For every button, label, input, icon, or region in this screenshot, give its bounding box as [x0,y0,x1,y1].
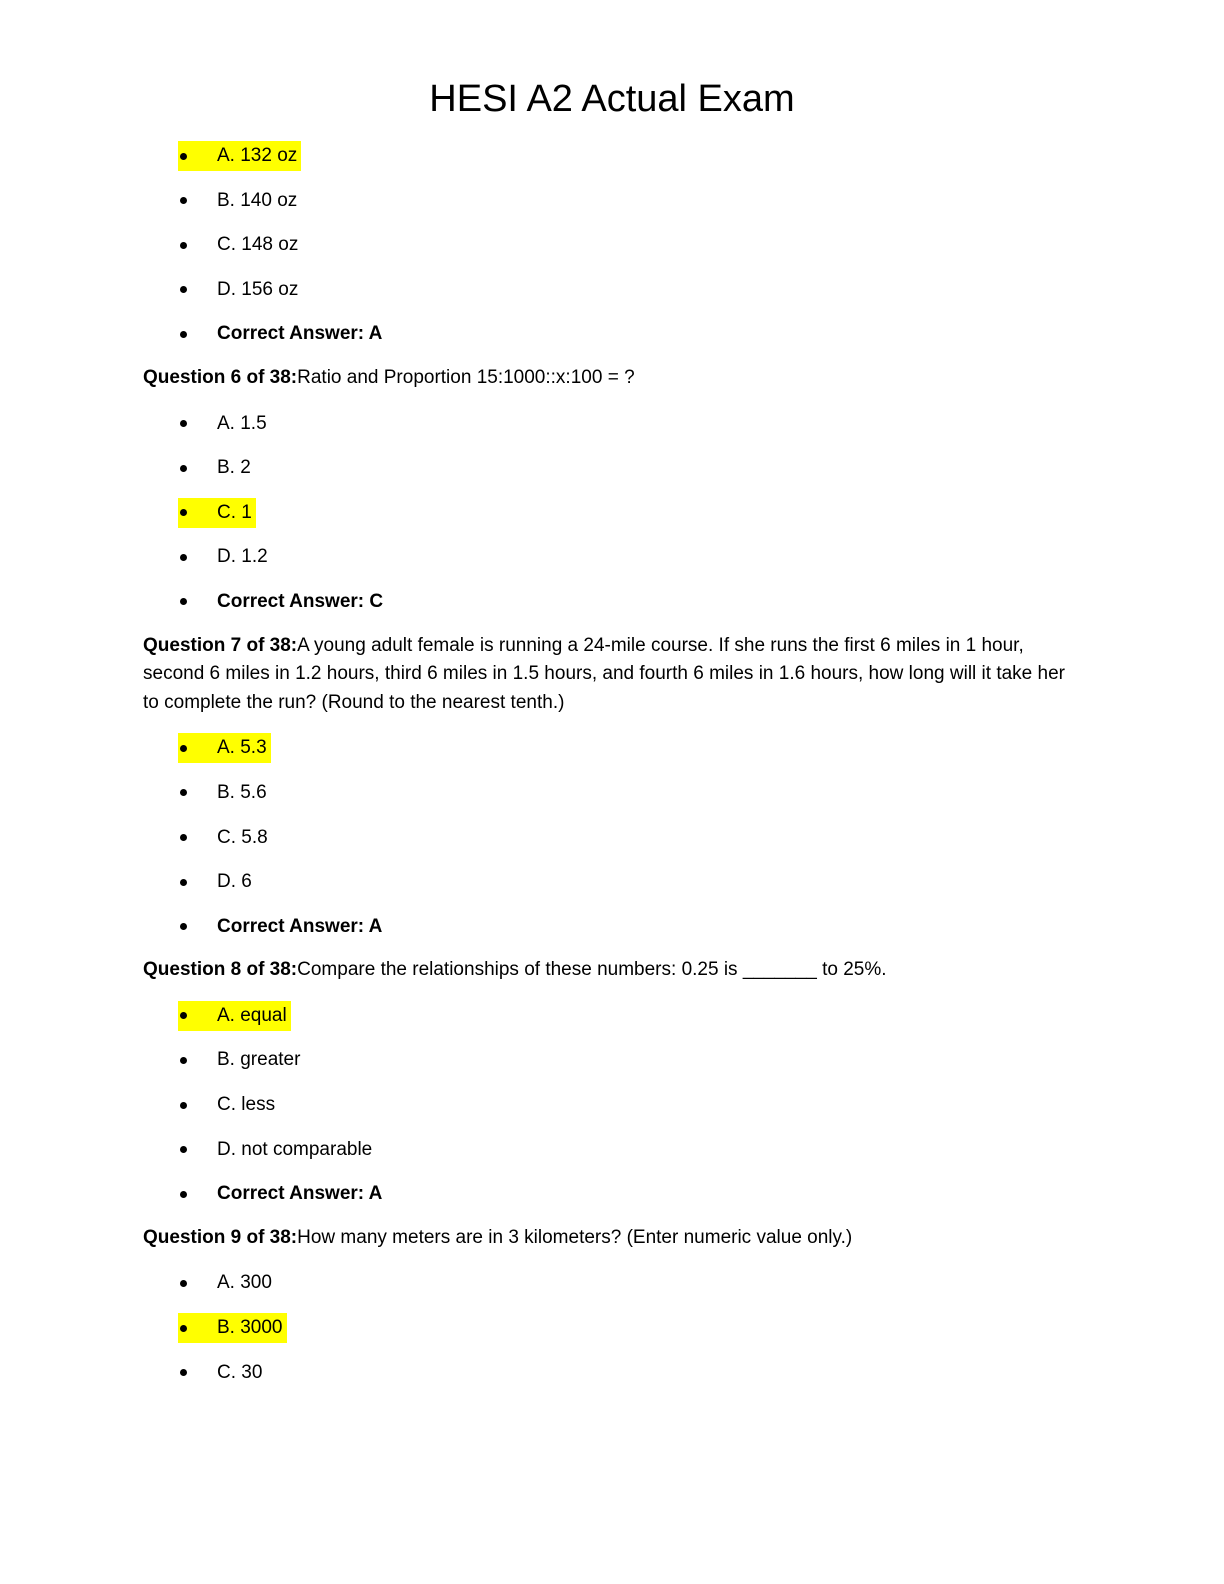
option-a [178,1268,276,1298]
correct-answer [178,912,386,942]
list-item [143,778,1083,823]
option-label: C. 1 [217,501,252,523]
bullet-icon [180,834,187,841]
question-7 [143,632,1083,718]
bullet-icon [180,1325,187,1332]
option-a [178,1001,291,1031]
bullet-icon [180,242,187,249]
bullet-icon [180,789,187,796]
option-label: B. greater [217,1049,301,1071]
option-label: A. equal [217,1004,287,1026]
bullet-icon [180,1369,187,1376]
option-label: D. 6 [217,871,252,893]
list-item [143,542,1083,587]
question-label: Question 9 of 38: [143,1226,298,1248]
option-label: D. 1.2 [217,546,268,568]
option-c [178,1090,279,1120]
list-item [143,1135,1083,1180]
question-text: A young adult female is running a 24-mile course. If she runs the first 6 miles in 1 hour, second 6 miles in 1.2 hours, third 6 miles in 1.5 hours, and fourth 6 miles in 1.6 hours, how long will it take her to complete the run? (Round to the nearest tenth.) [143,634,1065,713]
list-item [143,498,1083,543]
bullet-icon [180,1012,187,1019]
list-item [143,912,1083,957]
question-text: Ratio and Proportion 15:1000::x:100 = ? [297,366,635,388]
bullet-icon [180,1102,187,1109]
option-b [178,453,255,483]
option-b [178,1045,304,1075]
bullet-icon [180,509,187,516]
correct-answer-label: Correct Answer: A [217,1183,383,1205]
option-d [178,542,272,572]
option-a [178,141,301,171]
question-text: Compare the relationships of these numbers: 0.25 is _______ to 25%. [297,959,887,981]
bullet-icon [180,153,187,160]
correct-answer [178,587,387,617]
option-label: B. 140 oz [217,189,298,211]
list-item [143,1045,1083,1090]
options-list [143,1268,1083,1402]
bullet-icon [180,745,187,752]
bullet-icon [180,1191,187,1198]
option-label: C. 148 oz [217,234,299,256]
question-text: How many meters are in 3 kilometers? (Enter numeric value only.) [297,1226,853,1248]
option-label: B. 2 [217,457,251,479]
options-list [143,1001,1083,1224]
question-8 [143,956,1083,985]
option-label: A. 1.5 [217,412,267,434]
option-a [178,409,271,439]
option-d [178,1135,376,1165]
question-label: Question 8 of 38: [143,959,298,981]
list-item [143,409,1083,454]
question-label: Question 6 of 38: [143,366,298,388]
correct-answer-label: Correct Answer: A [217,323,383,345]
option-b [178,1313,287,1343]
option-a [178,733,271,763]
option-label: A. 300 [217,1272,272,1294]
bullet-icon [180,465,187,472]
question-6 [143,364,1083,393]
question-label: Question 7 of 38: [143,634,298,656]
option-label: C. less [217,1094,276,1116]
options-list [143,733,1083,956]
option-c [178,230,302,260]
list-item [143,823,1083,868]
list-item [143,1090,1083,1135]
list-item [143,867,1083,912]
option-b [178,186,301,216]
list-item [143,1268,1083,1313]
bullet-icon [180,1057,187,1064]
list-item [143,733,1083,778]
option-d [178,275,302,305]
options-list [143,409,1083,632]
list-item [143,587,1083,632]
list-item [143,1313,1083,1358]
page-title: HESI A2 Actual Exam [429,78,795,120]
question-9 [143,1224,1083,1253]
option-d [178,867,256,897]
bullet-icon [180,879,187,886]
bullet-icon [180,598,187,605]
option-label: D. not comparable [217,1138,373,1160]
option-c [178,1358,266,1388]
list-item [143,1358,1083,1403]
option-label: A. 132 oz [217,145,298,166]
bullet-icon [180,286,187,293]
list-item [143,186,1083,231]
option-label: C. 30 [217,1361,263,1383]
bullet-icon [180,197,187,204]
option-c [178,823,272,853]
option-label: B. 5.6 [217,781,267,803]
list-item [143,1179,1083,1224]
option-label: D. 156 oz [217,278,299,300]
correct-answer [178,319,386,349]
option-b [178,778,271,808]
list-item [143,230,1083,275]
bullet-icon [180,554,187,561]
bullet-icon [180,1146,187,1153]
correct-answer-label: Correct Answer: C [217,590,384,612]
list-item [143,275,1083,320]
correct-answer [178,1179,386,1209]
leading-options-list [143,141,1083,364]
correct-answer-label: Correct Answer: A [217,915,383,937]
list-item [143,1001,1083,1046]
bullet-icon [180,923,187,930]
bullet-icon [180,420,187,427]
list-item [143,319,1083,364]
list-item [143,453,1083,498]
option-label: A. 5.3 [217,737,267,759]
option-label: B. 3000 [217,1317,283,1339]
bullet-icon [180,331,187,338]
option-c [178,498,256,528]
list-item [143,141,1083,186]
option-label: C. 5.8 [217,826,268,848]
document-body [143,141,1083,1402]
bullet-icon [180,1280,187,1287]
